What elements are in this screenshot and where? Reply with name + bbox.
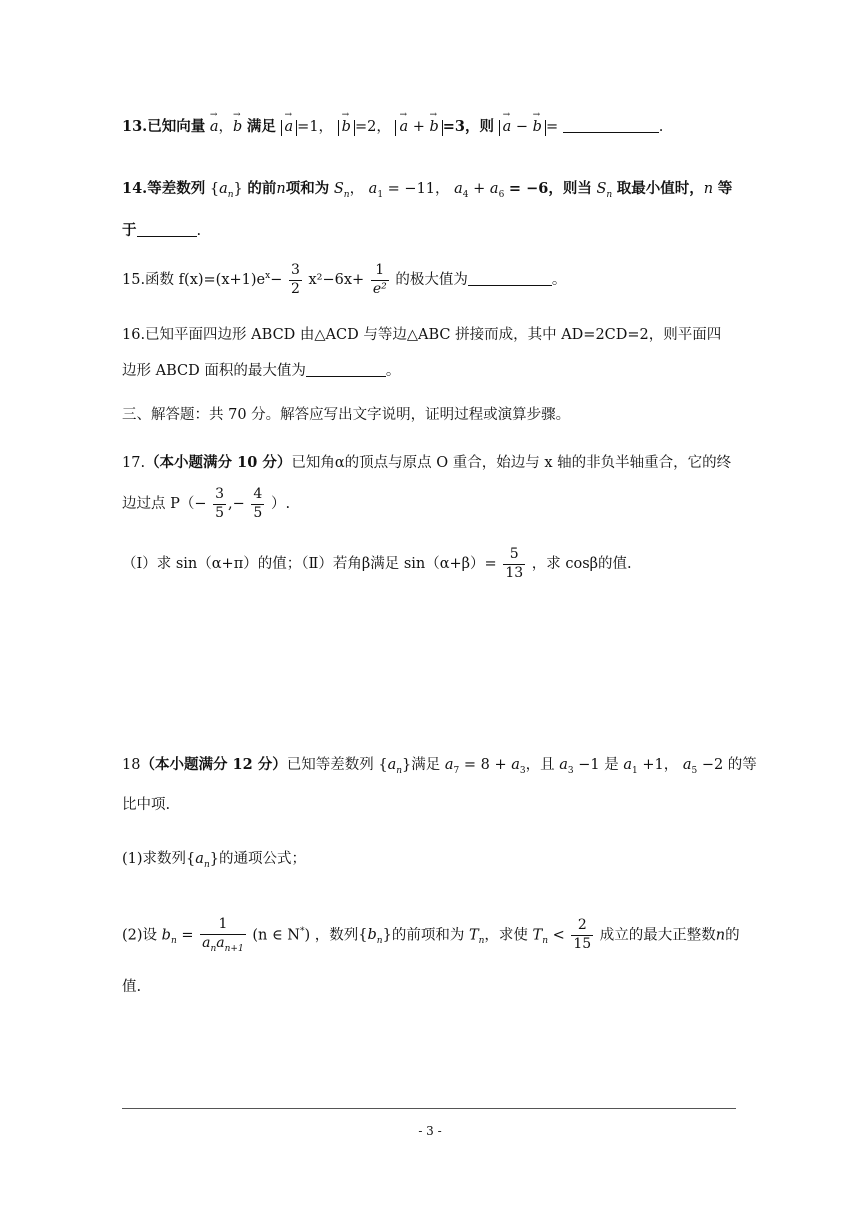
section-heading: 三、解答题：共 70 分。解答应写出文字说明，证明过程或演算步骤。 <box>122 407 571 423</box>
question-17-line2: 边过点 P（− $\frac{3}{5}$ ,− $\frac{4}{5}$ ）. <box>122 486 291 521</box>
answer-blank <box>563 118 659 133</box>
answer-blank <box>137 222 197 237</box>
question-18-last: 值. <box>122 979 142 995</box>
question-14-line2: 于 . <box>122 222 202 239</box>
question-14: 14.等差数列 $\{a_n\}$ 的前n项和为 $S_n$， $a_1 = -11$， $a_4 + a_6 = -6$，则当 $S_n$ 取最小值时，n 等 <box>122 180 733 200</box>
question-18-line1: 18（本小题满分 12 分）已知等差数列 $\{a_n\}$满足 $a_7 = 8 + a_3$，且 $a_3 -1$ 是 $a_1 +1$， $a_5 -2$ 的等 <box>122 756 757 776</box>
page-number: - 3 - <box>418 1124 442 1138</box>
question-17-parts: （Ⅰ）求 sin（α+π）的值；（Ⅱ）若角β满足 sin（α+β）= $\frac{5}{13}$ ，求 cosβ的值. <box>122 546 632 581</box>
question-13: 13.已知向量 → a，→ b 满足 → a =1， → b =2， → a + → b =3，则 → a − → b = . <box>122 118 663 136</box>
question-16-line2: 边形 ABCD 面积的最大值为 。 <box>122 363 401 379</box>
footer-rule <box>122 1108 736 1109</box>
answer-blank <box>306 362 386 377</box>
question-18-line2: 比中项. <box>122 797 171 813</box>
question-16-line1: 16.已知平面四边形 ABCD 由△ACD 与等边△ABC 拼接而成，其中 AD=2CD=2，则平面四 <box>122 327 722 343</box>
question-18-part2: (2)设 $b_n$ = $\frac{1}{a_na_{n+1}}$ (n ∈ N*) ，数列$\{b_n\}$的前项和为 $T_n$，求使 $T_n$ < $\frac{2}{15}$ 成立的最大正整数n的 <box>122 916 740 954</box>
question-18-part1: (1)求数列$\{a_n\}$的通项公式； <box>122 851 306 870</box>
answer-blank <box>468 271 552 286</box>
question-15: 15.函数 $f(x)=(x+1)e^x-$ $\frac{3}{2}$ x²−6x+ $\frac{1}{\text{e²}}$ 的极大值为 。 <box>122 262 567 297</box>
question-17-line1: 17.（本小题满分 10 分）已知角α的顶点与原点 O 重合，始边与 x 轴的非负半轴重合，它的终 <box>122 454 732 471</box>
